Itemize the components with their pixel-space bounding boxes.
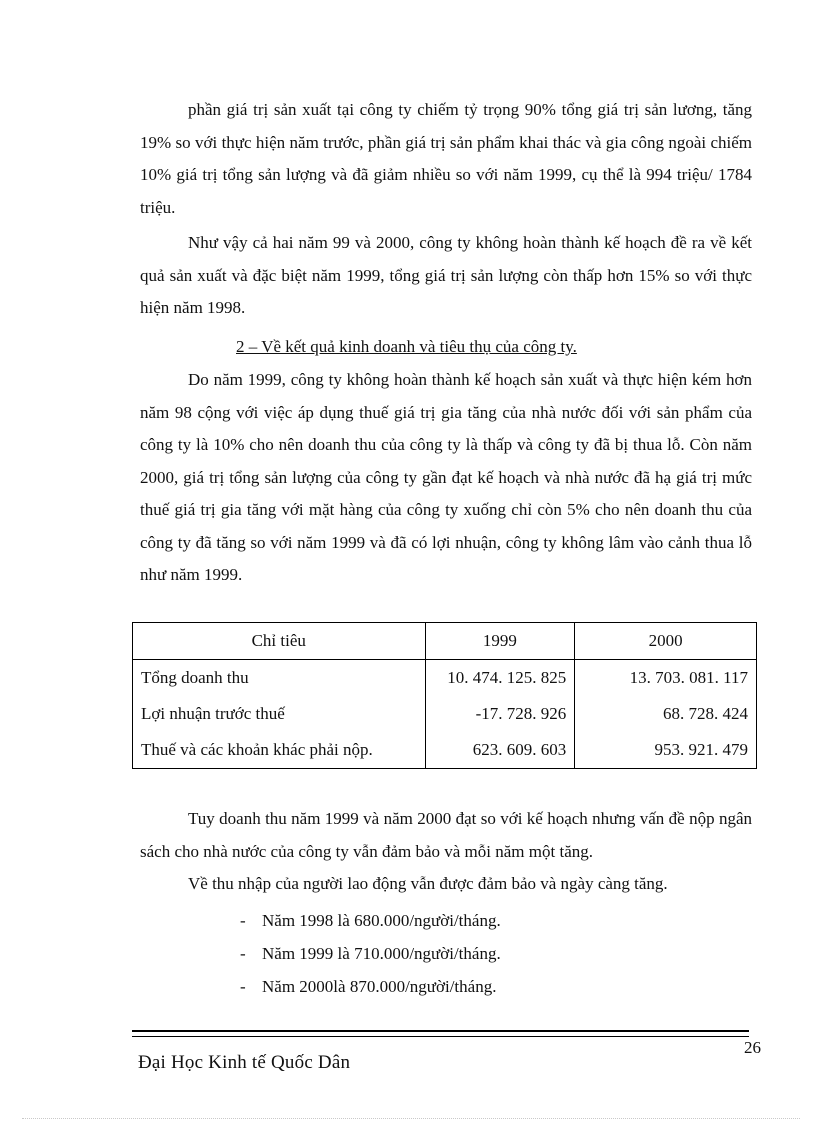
paragraph-business-results	[140, 364, 752, 592]
paragraph-text: phần giá trị sản xuất tại công ty chiếm tỷ trọng 90% tổng giá trị sản lương, tăng 19% so với thực hiện năm trước, phần giá trị sản phẩm khai thác và gia công ngoài chiếm 10% giá trị tổng sản lượng và đã giảm nhiều so với năm 1999, cụ thể là 994 triệu/ 1784 triệu.	[140, 100, 752, 217]
paragraph-text: Tuy doanh thu năm 1999 và năm 2000 đạt so với kế hoạch nhưng vấn đề nộp ngân sách cho nhà nước của công ty vẫn đảm bảo và mỗi năm một tăng.	[140, 809, 752, 861]
table-header-indicator: Chỉ tiêu	[133, 623, 426, 660]
paragraph-budget-contribution	[140, 803, 752, 868]
table-header-2000: 2000	[575, 623, 757, 660]
paragraph-text: Về thu nhập của người lao động vẫn được đảm bảo và ngày càng tăng.	[188, 874, 668, 893]
bullet-dash: -	[240, 944, 246, 963]
list-item	[240, 937, 740, 970]
list-item	[240, 904, 740, 937]
list-item	[240, 970, 740, 1003]
table-cell-value: 953. 921. 479	[575, 732, 757, 769]
bullet-dash: -	[240, 977, 246, 996]
financial-table-container	[132, 622, 757, 770]
footer-institution: Đại Học Kinh tế Quốc Dân	[138, 1052, 351, 1073]
table-cell-value: 68. 728. 424	[575, 696, 757, 732]
table-cell-value: 13. 703. 081. 117	[575, 660, 757, 697]
paragraph-worker-income	[140, 868, 752, 901]
table-cell-value: 10. 474. 125. 825	[425, 660, 575, 697]
table-header-row	[133, 623, 757, 660]
list-item-text: Năm 2000là 870.000/người/tháng.	[262, 977, 497, 996]
footer-divider	[132, 1030, 749, 1037]
income-list	[240, 904, 740, 1003]
page-bottom-border	[22, 1118, 800, 1119]
section-heading-block	[140, 331, 752, 364]
paragraph-text: Do năm 1999, công ty không hoàn thành kế hoạch sản xuất và thực hiện kém hơn năm 98 cộng với việc áp dụng thuế giá trị gia tăng của nhà nước đối với sản phẩm của công ty là 10% cho nên doanh thu của công ty là thấp và công ty đã bị thua lỗ. Còn năm 2000, giá trị tổng sản lượng của công ty gần đạt kế hoạch và nhà nước đã hạ giá trị mức thuế giá trị gia tăng với mặt hàng của công ty xuống chỉ còn 5% cho nên doanh thu của công ty đã tăng so với năm 1999 và đã có lợi nhuận, công ty không lâm vào cảnh thua lỗ như năm 1999.	[140, 370, 752, 584]
table-cell-value: -17. 728. 926	[425, 696, 575, 732]
section-heading-line	[140, 331, 752, 364]
paragraph-production-value	[140, 94, 752, 224]
table-row	[133, 732, 757, 769]
table-cell-value: 623. 609. 603	[425, 732, 575, 769]
table-cell-label: Lợi nhuận trước thuế	[133, 696, 426, 732]
paragraph-plan-summary	[140, 227, 752, 325]
table-cell-label: Thuế và các khoản khác phải nộp.	[133, 732, 426, 769]
list-item-text: Năm 1998 là 680.000/người/tháng.	[262, 911, 501, 930]
table-row	[133, 696, 757, 732]
paragraph-text: Như vậy cả hai năm 99 và 2000, công ty không hoàn thành kế hoạch đề ra về kết quả sản xuất và đặc biệt năm 1999, tổng giá trị sản lượng còn thấp hơn 15% so với thực hiện năm 1998.	[140, 233, 752, 317]
list-item-text: Năm 1999 là 710.000/người/tháng.	[262, 944, 501, 963]
table-header-1999: 1999	[425, 623, 575, 660]
table-cell-label: Tổng doanh thu	[133, 660, 426, 697]
page-number: 26	[744, 1038, 761, 1057]
bullet-dash: -	[240, 911, 246, 930]
financial-table	[132, 622, 757, 769]
table-row	[133, 660, 757, 697]
section-heading: 2 – Về kết quả kinh doanh và tiêu thụ của công ty.	[236, 337, 577, 356]
